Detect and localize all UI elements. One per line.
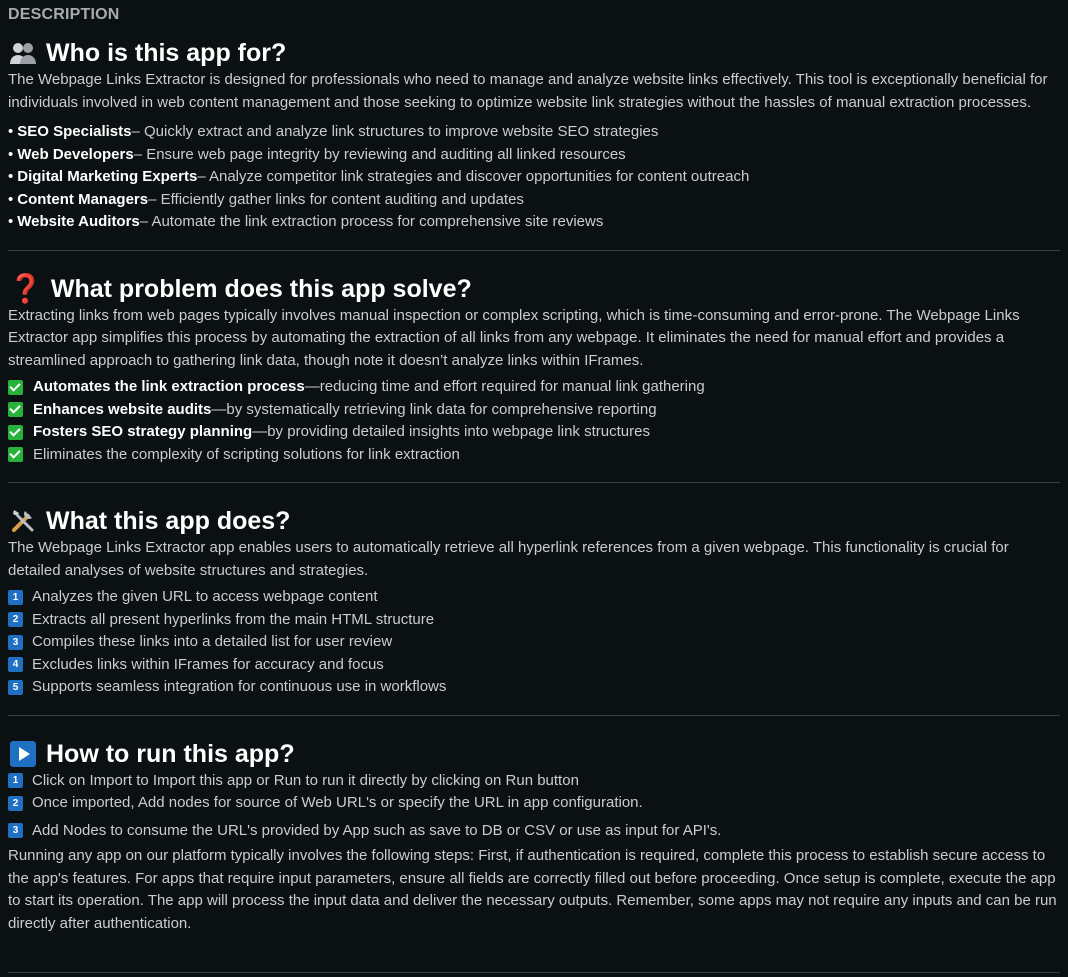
keycap-1-icon: 1 <box>8 590 23 605</box>
list-item: Automates the link extraction process —reducing time and effort required for manual link gathering <box>8 376 1060 399</box>
list-item: • Website Auditors – Automate the link extraction process for comprehensive site reviews <box>8 213 604 230</box>
section-does-intro: The Webpage Links Extractor app enables users to automatically retrieve all hyperlink references from a given webpage. This functionality is crucial for detailed analyses of website structures and strategies. <box>8 539 1009 579</box>
keycap-5-icon: 5 <box>8 680 23 695</box>
list-item: 5 Supports seamless integration for continuous use in workflows <box>8 676 1060 699</box>
keycap-2-icon: 2 <box>8 612 23 627</box>
list-item: • Content Managers – Efficiently gather links for content auditing and updates <box>8 190 524 208</box>
section-run-title: How to run this app? <box>46 739 295 768</box>
keycap-3-icon: 3 <box>8 823 23 838</box>
run-list <box>8 770 1060 843</box>
list-item: • Digital Marketing Experts – Analyze competitor link strategies and discover opportunities for content outreach <box>8 168 750 185</box>
problem-list <box>8 376 1060 466</box>
section-run-heading <box>8 738 1060 770</box>
list-item: • Web Developers – Ensure web page integrity by reviewing and auditing all linked resources <box>8 145 626 163</box>
list-item: Enhances website audits —by systematically retrieving link data for comprehensive reporting <box>8 399 1060 422</box>
section-who-title: Who is this app for? <box>46 39 287 67</box>
list-item: 3 Add Nodes to consume the URL's provided by App such as save to DB or CSV or use as input for API's. <box>8 820 1060 843</box>
list-item: 3 Compiles these links into a detailed list for user review <box>8 631 1060 654</box>
section-problem <box>8 251 1060 484</box>
keycap-3-icon: 3 <box>8 635 23 650</box>
list-item: 4 Excludes links within IFrames for accuracy and focus <box>8 654 1060 677</box>
list-item: 1 Analyzes the given URL to access webpage content <box>8 586 1060 609</box>
play-icon <box>8 739 38 769</box>
keycap-4-icon: 4 <box>8 657 23 672</box>
section-who <box>8 26 1060 251</box>
list-item: 2 Once imported, Add nodes for source of Web URL's or specify the URL in app configuration. <box>8 792 1060 815</box>
section-run-outro: Running any app on our platform typically involves the following steps: First, if authentication is required, complete this process to establish secure access to the app's features. For apps that require input parameters, ensure all fields are correctly filled out before proceeding. Once setup is complete, execute the app to start its operation. The app will process the input data and deliver the necessary outputs. Remember, some apps may not require any inputs and can be run directly after authentication. <box>8 847 1057 932</box>
check-icon <box>8 402 23 417</box>
section-does <box>8 483 1060 716</box>
section-who-intro: The Webpage Links Extractor is designed for professionals who need to manage and analyze website links effectively. This tool is exceptionally beneficial for individuals involved in web content management and those seeking to optimize website link strategies without the hassles of manual extraction processes. <box>8 71 1048 111</box>
list-item: 2 Extracts all present hyperlinks from the main HTML structure <box>8 609 1060 632</box>
question-mark-icon: ❓ <box>8 271 43 305</box>
section-problem-heading <box>8 273 1060 305</box>
list-item: Fosters SEO strategy planning —by providing detailed insights into webpage link structures <box>8 421 1060 444</box>
section-problem-intro: Extracting links from web pages typically involves manual inspection or complex scripting, which is time-consuming and error-prone. The Webpage Links Extractor app simplifies this process by automating the extraction of all links from any webpage. It eliminates the need for manual effort and provides a streamlined approach to gathering link data, though note it doesn’t analyze links within IFrames. <box>8 306 1020 369</box>
tools-icon <box>8 506 38 536</box>
does-list <box>8 586 1060 699</box>
section-does-title: What this app does? <box>46 507 291 535</box>
list-item: • SEO Specialists – Quickly extract and analyze link structures to improve website SEO strategies <box>8 123 659 140</box>
list-item: Eliminates the complexity of scripting solutions for link extraction <box>8 444 1060 467</box>
list-item: 1 Click on Import to Import this app or Run to run it directly by clicking on Run button <box>8 770 1060 793</box>
section-run <box>8 716 1060 936</box>
section-does-heading <box>8 505 1060 537</box>
check-icon <box>8 380 23 395</box>
people-icon <box>8 38 38 68</box>
section-problem-title: What problem does this app solve? <box>50 274 472 303</box>
section-label: DESCRIPTION <box>8 6 120 23</box>
who-list <box>8 121 1060 234</box>
check-icon <box>8 425 23 440</box>
keycap-2-icon: 2 <box>8 796 23 811</box>
keycap-1-icon: 1 <box>8 773 23 788</box>
bottom-divider <box>8 972 1060 973</box>
check-icon <box>8 447 23 462</box>
section-who-heading <box>8 37 1060 69</box>
